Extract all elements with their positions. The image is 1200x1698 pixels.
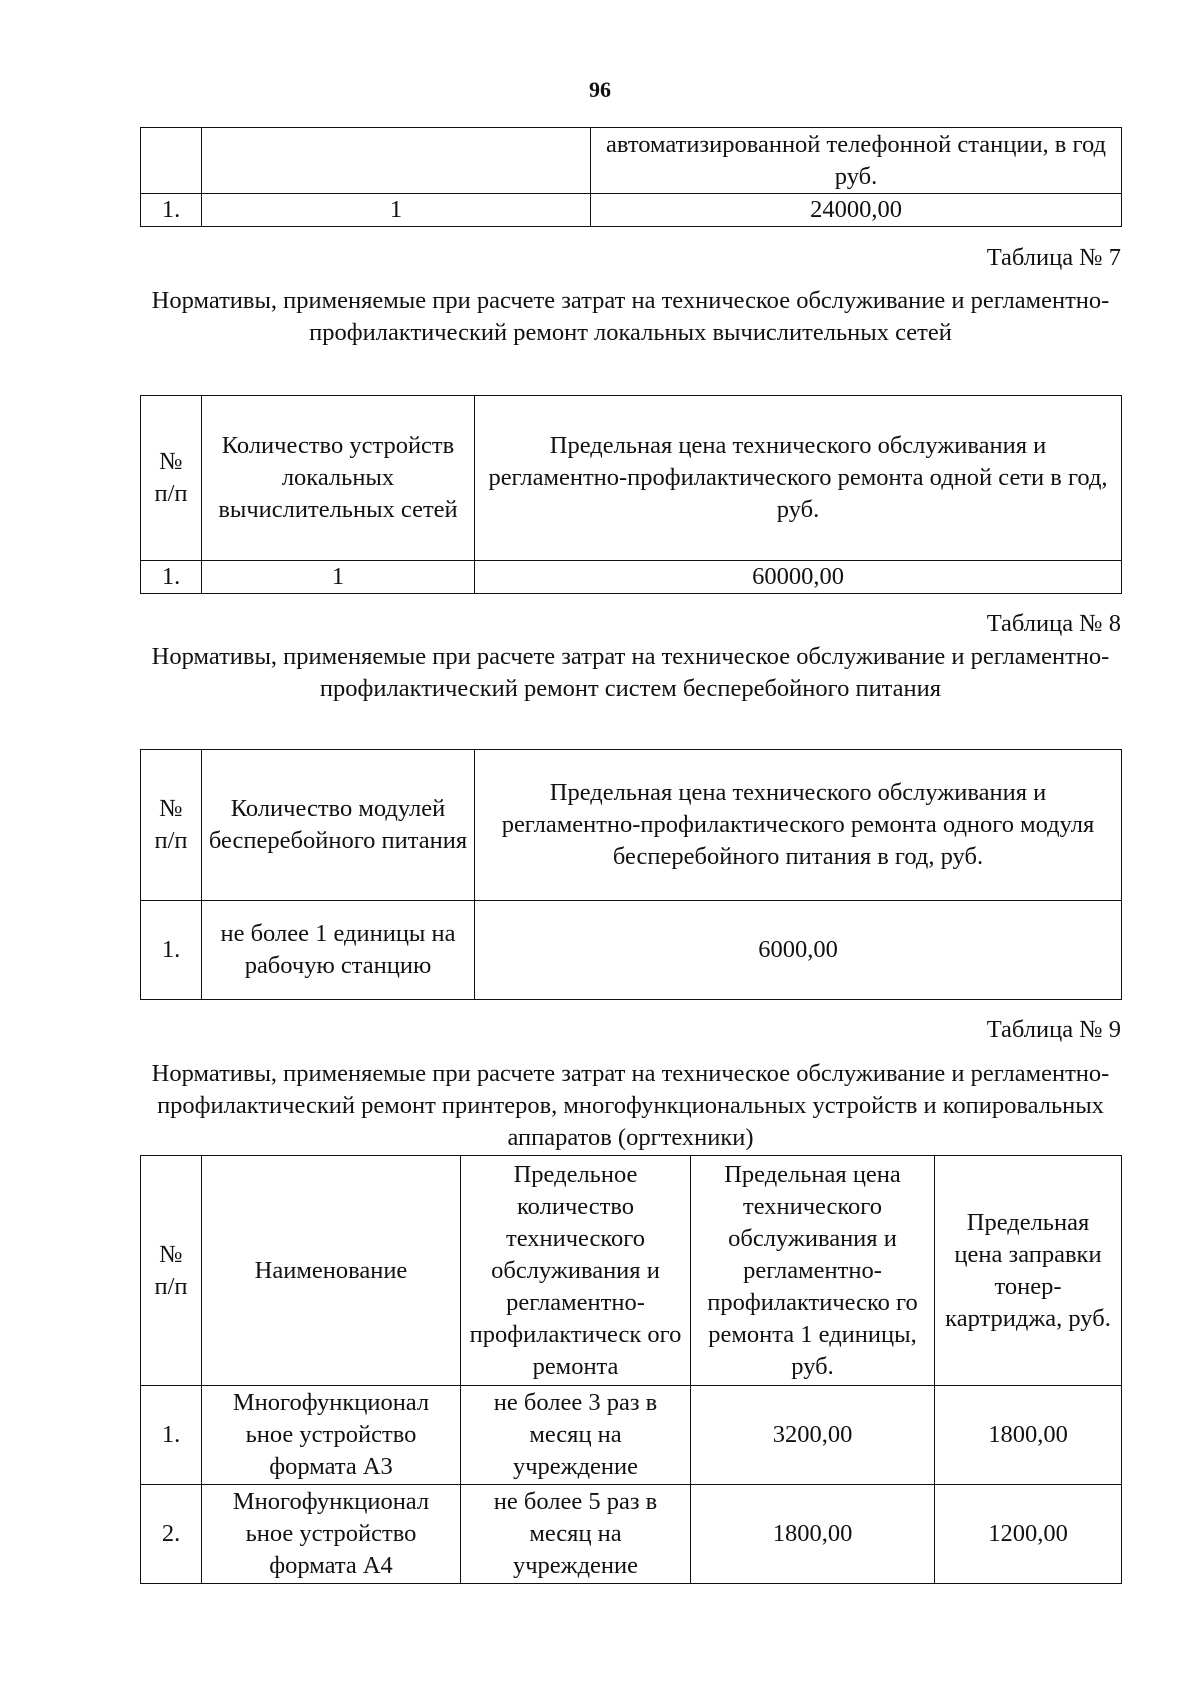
header-price: автоматизированной телефонной станции, в год руб. xyxy=(591,128,1122,194)
table8 xyxy=(140,749,1122,1000)
table-row xyxy=(141,194,1122,227)
cell-count: не более 1 единицы на рабочую станцию xyxy=(202,901,475,1000)
cell-price: 3200,00 xyxy=(691,1386,935,1485)
header-num: № п/п xyxy=(141,396,202,561)
table6-continuation xyxy=(140,127,1122,227)
table8-label: Таблица № 8 xyxy=(986,610,1121,637)
cell-count: 1 xyxy=(202,194,591,227)
table-row xyxy=(141,901,1122,1000)
cell-num: 1. xyxy=(141,561,202,594)
table-header-row xyxy=(141,750,1122,901)
table7 xyxy=(140,395,1122,594)
header-price: Предельная цена технического обслуживания и регламентно-профилактического ремонта одного модуля бесперебойного питания в год, руб. xyxy=(475,750,1122,901)
table8-title: Нормативы, применяемые при расчете затрат на техническое обслуживание и регламентно-профилактический ремонт систем бесперебойного питания xyxy=(151,643,1110,702)
header-qty: Предельное количество технического обслуживания и регламентно-профилактическ ого ремонта xyxy=(461,1156,691,1386)
table9 xyxy=(140,1155,1122,1584)
cell-qty: не более 3 раз в месяц на учреждение xyxy=(461,1386,691,1485)
table-row xyxy=(141,128,1122,194)
table9-label: Таблица № 9 xyxy=(986,1016,1121,1043)
table7-label: Таблица № 7 xyxy=(986,244,1121,271)
table-row xyxy=(141,1386,1122,1485)
cell-qty: не более 5 раз в месяц на учреждение xyxy=(461,1485,691,1584)
cell-count: 1 xyxy=(202,561,475,594)
table-header-row xyxy=(141,396,1122,561)
cell-price: 1800,00 xyxy=(691,1485,935,1584)
header-count: Количество устройств локальных вычислительных сетей xyxy=(202,396,475,561)
table9-title: Нормативы, применяемые при расчете затрат на техническое обслуживание и регламентно-профилактический ремонт принтеров, многофункциональных устройств и копировальных аппаратов (оргтехники) xyxy=(151,1060,1110,1151)
page-number: 96 xyxy=(589,77,611,102)
cell-num: 1. xyxy=(141,901,202,1000)
header-count: Количество модулей бесперебойного питания xyxy=(202,750,475,901)
cell-refill: 1800,00 xyxy=(935,1386,1122,1485)
cell-num: 1. xyxy=(141,194,202,227)
header-num: № п/п xyxy=(141,1156,202,1386)
header-price: Предельная цена технического обслуживания и регламентно-профилактического ремонта одной сети в год, руб. xyxy=(475,396,1122,561)
header-num: № п/п xyxy=(141,750,202,901)
header-price: Предельная цена технического обслуживания и регламентно-профилактическо го ремонта 1 единицы, руб. xyxy=(691,1156,935,1386)
cell-price: 24000,00 xyxy=(591,194,1122,227)
table-row xyxy=(141,1485,1122,1584)
cell-name: Многофункционал ьное устройство формата А3 xyxy=(202,1386,461,1485)
cell-num: 1. xyxy=(141,1386,202,1485)
header-refill: Предельная цена заправки тонер-картриджа, руб. xyxy=(935,1156,1122,1386)
table-header-row xyxy=(141,1156,1122,1386)
cell-refill: 1200,00 xyxy=(935,1485,1122,1584)
cell-num: 2. xyxy=(141,1485,202,1584)
cell-price: 6000,00 xyxy=(475,901,1122,1000)
table-row xyxy=(141,561,1122,594)
header-name: Наименование xyxy=(202,1156,461,1386)
table7-title: Нормативы, применяемые при расчете затрат на техническое обслуживание и регламентно-профилактический ремонт локальных вычислительных сетей xyxy=(151,287,1110,346)
cell-price: 60000,00 xyxy=(475,561,1122,594)
cell-name: Многофункционал ьное устройство формата А4 xyxy=(202,1485,461,1584)
